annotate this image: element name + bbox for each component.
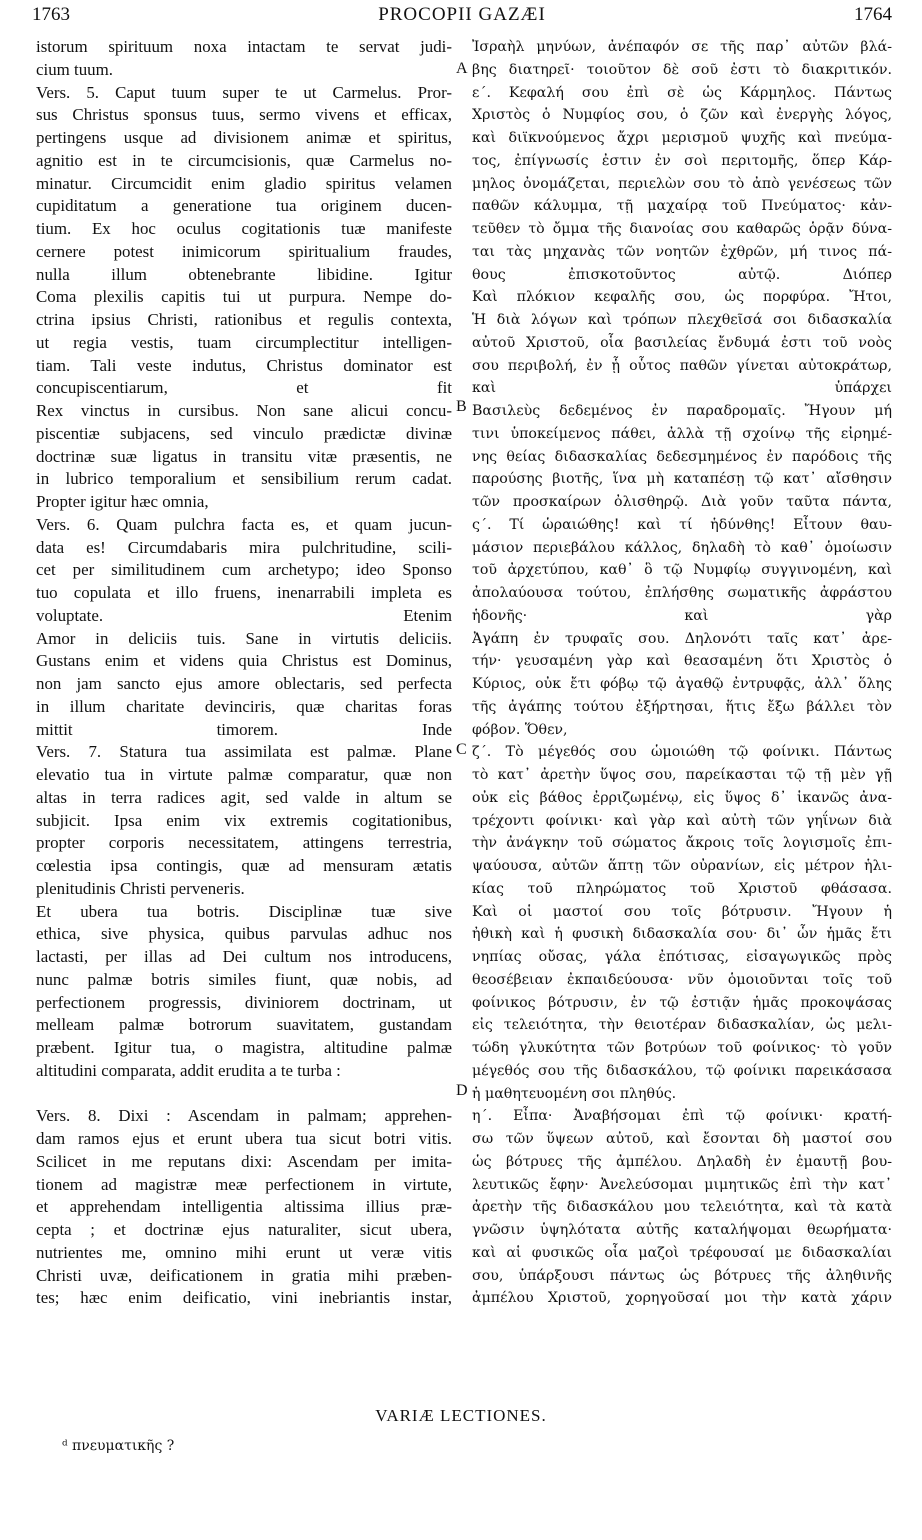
page-header	[32, 4, 892, 38]
latin-text-line: Et ubera tua botris. Disciplinæ tuæ sive	[36, 901, 452, 921]
greek-text-line: Κύριος, οὐκ ἔτι φόβῳ τῷ ἀγαθῷ ἐντρυφᾷς, ἀλλ᾽ ὅλης	[472, 676, 892, 692]
greek-text-line: η΄. Εἶπα· Ἀναβήσομαι ἐπὶ τῷ φοίνικι· κρατή-	[472, 1108, 892, 1125]
latin-text-line: tionem ad magistræ meæ perfectionem in virtute,	[36, 1174, 452, 1194]
greek-text-line: Ἀγάπη ἐν τρυφαῖς σου. Δηλονότι ταῖς κατ᾽ ἀρε-	[472, 630, 892, 647]
latin-text-line: Amor in deliciis tuis. Sane in virtutis deliciis.	[36, 628, 452, 648]
right-column-number: 1764	[854, 4, 892, 25]
latin-text-line: in lubrico temporalium et sensibilium rerum cadat.	[36, 469, 452, 489]
latin-text-line: nutrientes me, omnino mihi erunt ut veræ vitis	[36, 1242, 452, 1262]
latin-text-line: sus Christus sponsus tuus, sermo vivens et efficax,	[36, 105, 452, 125]
latin-text-line: Coma plexilis capitis tui ut purpura. Nempe do-	[36, 287, 452, 307]
greek-text-line: φοίνικος βότρυσιν, ἐν τῷ ἐστιᾷν ἡμᾶς προκοψάσας	[472, 994, 892, 1011]
greek-text-line: σου, ὑπάρξουσι πάντως ὡς βότρυες τῆς ἀληθινῆς	[472, 1267, 892, 1284]
latin-text-line: Vers. 8. Dixi : Ascendam in palmam; apprehen-	[36, 1106, 452, 1126]
greek-text-line: ἡδονῆς· καὶ γὰρ	[472, 607, 892, 624]
latin-text-line: dam ramos ejus et erunt ubera tua sicut botri vitis.	[36, 1129, 452, 1148]
greek-text-line: Χριστὸς ὁ Νυμφίος σου, ὁ ζῶν καὶ ἐνεργὴς λόγος,	[472, 107, 892, 124]
greek-text-line: μάσιον περιεβάλου κάλλος, δηλαδὴ τὸ καθ᾽ ὁμοίωσιν	[472, 539, 892, 556]
latin-text-line: plenitudinis Christi perveneris.	[36, 878, 245, 898]
latin-text-line: Rex vinctus in cursibus. Non sane alicui concu-	[36, 401, 452, 420]
latin-text-line	[36, 1083, 452, 1106]
greek-text-line: μέγεθός σου τῆς διδασκάλου, τῷ φοίνικι παρεικάσασα	[472, 1062, 892, 1079]
greek-text-line: καὶ διϊκνούμενος ἄχρι μερισμοῦ ψυχῆς καὶ πνεύμα-	[472, 130, 892, 146]
latin-text-line: et apprehendam intelligentia altissima illius præ-	[36, 1197, 452, 1217]
greek-text-line: ἡ μαθητευομένη σοι πληθύς.	[472, 1085, 677, 1102]
greek-text-line: εἰς τελειότητα, τὴν θειοτέραν διδασκαλίαν, ὡς μελι-	[472, 1017, 892, 1034]
greek-text-line: παρούσης βιοτῆς, ἵνα μὴ καταπέσῃ τῷ κατ᾽ αἴσθησιν	[472, 471, 892, 488]
latin-text-line: concupiscentiarum, et fit	[36, 378, 452, 398]
greek-text-line: ἀρετὴν τῆς διδασκάλου μου τελειότητα, καὶ τὰ κατὰ	[472, 1199, 892, 1216]
greek-text-line: ς΄. Τί ὡραιώθης! καὶ τί ἡδύνθης! Εἶτουν θαυ-	[472, 516, 892, 533]
greek-text-line: γνῶσιν ὑψηλότατα αὐτῆς καταλήψομαι θεωρήματα·	[472, 1222, 892, 1238]
greek-text-line: τὸ κατ᾽ ἀρετὴν ὕψος σου, παρείκασται τῷ τῇ μὲν γῇ	[472, 767, 892, 783]
margin-letter-c: C	[456, 741, 467, 758]
latin-text-line: perfectionem progressis, diviniorem doctrinam, ut	[36, 992, 452, 1012]
running-title: PROCOPII GAZÆI	[378, 4, 546, 25]
greek-text-line: ὡς βότρυες τῆς ἀμπέλου. Δηλαδὴ ἐν ἐμαυτῇ βου-	[472, 1153, 892, 1170]
latin-text-line: cernere potest inimicorum spiritualium fraudes,	[36, 241, 452, 261]
greek-text-line: ψαύουσα, αὐτῶν ἅπτῃ τῶν οὐρανίων, εἰς μέτρον ἡλι-	[472, 858, 892, 874]
latin-text-line: nulla illum obtenebrante libidine. Igitur	[36, 264, 452, 284]
margin-letter-b: B	[456, 398, 467, 415]
latin-text-line: propter corporis necessitatem, attingens terrestria,	[36, 833, 452, 853]
latin-text-line: agnitio est in te circumcisionis, quæ Carmelus no-	[36, 150, 452, 170]
greek-text-line: τος, ἐπίγνωσίς ἐστιν ἐν σοὶ περιτομῆς, ὅπερ Κάρ-	[472, 152, 892, 169]
footnote: ᵈ πνευματικῆς ?	[62, 1438, 175, 1454]
greek-text-line: καὶ ὑπάρχει	[472, 380, 892, 397]
greek-text-line: τώδη γλυκύτητα τῶν βοτρύων τοῦ φοίνικος· τὸ γοῦν	[472, 1040, 892, 1056]
latin-column	[36, 36, 452, 1310]
latin-text-line: cepta ; et doctrinæ ejus naturaliter, sicut ubera,	[36, 1220, 452, 1239]
latin-text-line: voluptate. Etenim	[36, 605, 452, 625]
latin-text-line: Vers. 6. Quam pulchra facta es, et quam jucun-	[36, 514, 452, 534]
greek-text-line: σου περιβολή, ἐν ᾗ οὗτος παθῶν γίνεται αὐτοκράτωρ,	[472, 357, 892, 374]
latin-text-line: melleam palmæ botrorum suavitatem, gustandam	[36, 1015, 452, 1035]
greek-text-line: τοῦ ἀρχετύπου, καθ᾽ ὃ τῷ Νυμφίῳ συγγινομένη, καὶ	[472, 562, 892, 579]
greek-text-line: βης διατηρεῖ· τοιοῦτον δὲ σοῦ ἐστι τὸ διακριτικόν.	[472, 61, 892, 78]
latin-text-line: Gustans enim et videns quia Christus est Dominus,	[36, 651, 452, 671]
greek-text-line: λευτικῶς ἔφην· Ἀνελεύσομαι μιμητικῶς ἐπὶ τὴν κατ᾽	[472, 1176, 892, 1193]
greek-text-line: νης θείας διδασκαλίας δεδεσμημένος ἐν παρόδοις τῆς	[472, 448, 892, 465]
latin-text-line: lactasti, per illas ad Dei cultum nos introducens,	[36, 947, 452, 966]
greek-text-line: ται τὰς μηχανὰς τῶν νοητῶν ἐχθρῶν, μή τινος πά-	[472, 243, 892, 260]
latin-text-line: cupiditatum a generatione tua originem ducen-	[36, 196, 452, 216]
greek-text-line: Ἡ διὰ λόγων καὶ τρόπων πλεχθεῖσά σοι διδασκαλία	[472, 312, 892, 328]
greek-text-line: ἀμπέλου Χριστοῦ, χορηγοῦσαί μοι τὴν κατὰ χάριν	[472, 1290, 892, 1307]
latin-text-line: piscentiæ subjacens, sed vinculo prædictæ divinæ	[36, 423, 452, 443]
latin-text-line: ut regia vestis, tuam circumplectitur intelligen-	[36, 332, 452, 352]
latin-text-line: cet per similitudinem cum archetypo; ideo Sponso	[36, 560, 452, 580]
greek-text-line: ἀπολαύουσα τούτου, ἐπλήσθης σωματικῆς ἀφράστου	[472, 585, 892, 601]
greek-text-line: τινι ὑποκείμενος πάθει, ἀλλὰ τῇ σχοίνῳ τῆς εἰρημέ-	[472, 425, 892, 442]
greek-text-line: αὐτοῦ Χριστοῦ, οἷα βασιλείας ἔνδυμά ἐστι τοῦ νοὸς	[472, 334, 892, 351]
greek-text-line: ζ΄. Τὸ μέγεθός σου ὡμοιώθη τῷ φοίνικι. Πάντως	[472, 744, 892, 761]
latin-text-line: tuo copulata et illo fruens, inenarrabili impleta es	[36, 583, 452, 602]
latin-text-line: cœlestia ipsa contingis, quæ ad mensuram ætatis	[36, 856, 452, 875]
greek-text-line: ἠθικὴ καὶ ἡ φυσικὴ διδασκαλία σου· δι᾽ ὧν ἡμᾶς ἔτι	[472, 926, 892, 943]
greek-text-line: νηπίας οὔσας, γάλα ἐπότισας, εἰσαγωγικῶς πρὸς	[472, 949, 892, 965]
greek-column	[472, 36, 892, 1310]
latin-text-line: Vers. 5. Caput tuum super te ut Carmelus. Pror-	[36, 82, 452, 102]
latin-text-line: Christi uvæ, deificationem in gratia mihi præben-	[36, 1265, 452, 1285]
greek-text-line: τεῦθεν τὸ ὄμμα τῆς διανοίας σου καθαρῶς ὁρᾷν δύνα-	[472, 221, 892, 237]
latin-text-line: altas in terra radices agit, sed valde in altum se	[36, 787, 452, 807]
greek-text-line: μηλος ὀνομάζεται, περιελὼν σου τὸ ἀπὸ γενέσεως τῶν	[472, 175, 892, 192]
left-column-number: 1763	[32, 4, 70, 25]
margin-letter-a: A	[456, 60, 468, 77]
greek-text-line: Ἰσραὴλ μηνύων, ἀνέπαφόν σε τῆς παρ᾽ αὐτῶν βλά-	[472, 39, 892, 55]
latin-text-line: data es! Circumdabaris mira pulchritudine, scili-	[36, 537, 452, 557]
greek-text-line: ε΄. Κεφαλή σου ἐπὶ σὲ ὡς Κάρμηλος. Πάντως	[472, 84, 892, 101]
latin-text-line: ctrina ipsius Christi, rationibus et regulis contexta,	[36, 310, 452, 329]
latin-text-line: Vers. 7. Statura tua assimilata est palmæ. Plane	[36, 742, 452, 762]
greek-text-line: Καὶ οἱ μαστοί σου τοῖς βότρυσιν. Ἤγουν ἡ	[472, 903, 892, 920]
greek-text-line: καὶ αἱ φυσικῶς οἷα μαζοὶ τρέφουσαί με διδασκαλίαι	[472, 1244, 892, 1261]
greek-text-line: τήν· γευσαμένη γὰρ καὶ θεασαμένη ὅτι Χριστὸς ὁ	[472, 653, 892, 670]
greek-text-line: φόβον. Ὅθεν,	[472, 721, 568, 738]
latin-text-line: tiam. Tali veste indutus, Christus dominator est	[36, 355, 452, 375]
latin-text-line: Scilicet in me reputans dixi: Ascendam per imita-	[36, 1151, 452, 1171]
latin-text-line: in illum charitate devinciris, quæ charitas foras	[36, 696, 452, 716]
greek-text-line: Καὶ πλόκιον κεφαλῆς σου, ὡς πορφύρα. Ἤτοι,	[472, 289, 892, 306]
greek-text-line: τὴν ἀνάγκην τοῦ σώματος ἄκροις τοῖς λογισμοῖς ἐπι-	[472, 835, 892, 852]
latin-text-line: tium. Ex hoc oculus cogitationis tuæ manifeste	[36, 219, 452, 238]
greek-text-line: θεοσέβειαν ἐκπαιδεύουσα· νῦν ὁμοιοῦνται τοῖς τοῦ	[472, 971, 892, 988]
latin-text-line: doctrinæ suæ ligatus in transitu vitæ præsentis, ne	[36, 446, 452, 466]
greek-text-line: Βασιλεὺς δεδεμένος ἐν παραδρομαῖς. Ἤγουν μή	[472, 403, 892, 419]
latin-text-line: nunc palmæ botris similes fiunt, quæ nobis, ad	[36, 969, 452, 989]
latin-text-line: subjicit. Ipsa enim vix extremis cogitationibus,	[36, 810, 452, 830]
latin-text-line: mittit timorem. Inde	[36, 719, 452, 739]
latin-text-line: ethica, sive physica, quibus parvulas adhuc nos	[36, 924, 452, 944]
latin-text-line: Propter igitur hæc omnia,	[36, 492, 209, 511]
latin-text-line: altitudini comparata, addit erudita a te turba :	[36, 1060, 341, 1080]
latin-text-line: istorum spirituum noxa intactam te servat judi-	[36, 37, 452, 56]
greek-text-line: παθῶν κάλυμμα, τῇ μαχαίρᾳ τοῦ Πνεύματος· κἀν-	[472, 198, 892, 215]
greek-text-line: κίας τοῦ πληρώματος τοῦ Χριστοῦ φθάσασα.	[472, 880, 892, 897]
greek-text-line: οὐκ εἰς βάθος ἐρριζωμένῳ, εἰς ὕψος δ᾽ ἱκανῶς ἀνα-	[472, 789, 892, 806]
margin-letter-d: D	[456, 1082, 468, 1099]
variae-lectiones-heading: VARIÆ LECTIONES.	[375, 1406, 547, 1425]
latin-text-line: cium tuum.	[36, 59, 113, 79]
latin-text-line: elevatio tua in virtute palmæ comparatur, quæ non	[36, 765, 452, 784]
greek-text-line: τῶν προσκαίρων ὀλισθηρῷ. Διὰ γοῦν ταῦτα πάντα,	[472, 494, 892, 510]
latin-text-line: tes; hæc enim deificatio, vini inebriantis instar,	[36, 1288, 452, 1308]
latin-text-line: minatur. Circumcidit enim gladio spiritus velamen	[36, 173, 452, 193]
latin-text-line: pertingens usque ad divisionem animæ et spiritus,	[36, 128, 452, 147]
latin-text-line: præbent. Igitur tua, o magistra, altitudine palmæ	[36, 1038, 452, 1057]
greek-text-line: τῆς ἀγάπης τούτου ἐξήρτησαι, ἥτις ἔξω βάλλει τὸν	[472, 698, 892, 715]
greek-text-line: τρέχοντι φοίνικι· καὶ γὰρ καὶ αὐτὴ τῶν γηΐνων διὰ	[472, 812, 892, 829]
greek-text-line: θους ἐπισκοτοῦντος αὐτῷ. Διόπερ	[472, 266, 892, 283]
greek-text-line: σω τῶν ὕψεων αὐτοῦ, καὶ ἔσονται δὴ μαστοί σου	[472, 1131, 892, 1147]
latin-text-line: non jam sancto ejus amore oblectaris, sed perfecta	[36, 674, 452, 693]
